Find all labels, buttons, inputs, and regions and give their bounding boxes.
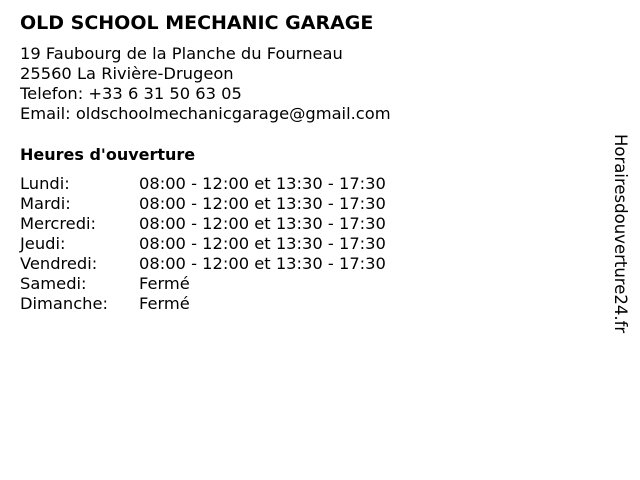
day-label: Samedi:	[20, 274, 87, 293]
business-address-block	[20, 44, 391, 124]
phone-number: Telefon: +33 6 31 50 63 05	[20, 84, 242, 103]
day-label: Mercredi:	[20, 214, 97, 233]
day-label: Jeudi:	[20, 234, 66, 253]
hours-row-saturday	[20, 274, 386, 294]
time-range: 08:00 - 12:00 et 13:30 - 17:30	[139, 234, 386, 253]
opening-hours-title: Heures d'ouverture	[20, 145, 196, 164]
business-name: OLD SCHOOL MECHANIC GARAGE	[20, 12, 374, 34]
email-address: Email: oldschoolmechanicgarage@gmail.com	[20, 104, 391, 123]
day-label: Vendredi:	[20, 254, 98, 273]
time-range: Fermé	[139, 294, 190, 313]
hours-row-sunday	[20, 294, 386, 314]
hours-row-wednesday	[20, 214, 386, 234]
time-range: 08:00 - 12:00 et 13:30 - 17:30	[139, 254, 386, 273]
day-label: Mardi:	[20, 194, 71, 213]
city-address: 25560 La Rivière-Drugeon	[20, 64, 234, 83]
street-address: 19 Faubourg de la Planche du Fourneau	[20, 44, 343, 63]
hours-row-tuesday	[20, 194, 386, 214]
hours-row-thursday	[20, 234, 386, 254]
opening-hours-list	[20, 174, 386, 314]
time-range: 08:00 - 12:00 et 13:30 - 17:30	[139, 174, 386, 193]
time-range: 08:00 - 12:00 et 13:30 - 17:30	[139, 214, 386, 233]
site-watermark: Horairesdouverture24.fr	[611, 134, 630, 334]
day-label: Lundi:	[20, 174, 70, 193]
hours-row-friday	[20, 254, 386, 274]
time-range: 08:00 - 12:00 et 13:30 - 17:30	[139, 194, 386, 213]
day-label: Dimanche:	[20, 294, 108, 313]
hours-row-monday	[20, 174, 386, 194]
time-range: Fermé	[139, 274, 190, 293]
